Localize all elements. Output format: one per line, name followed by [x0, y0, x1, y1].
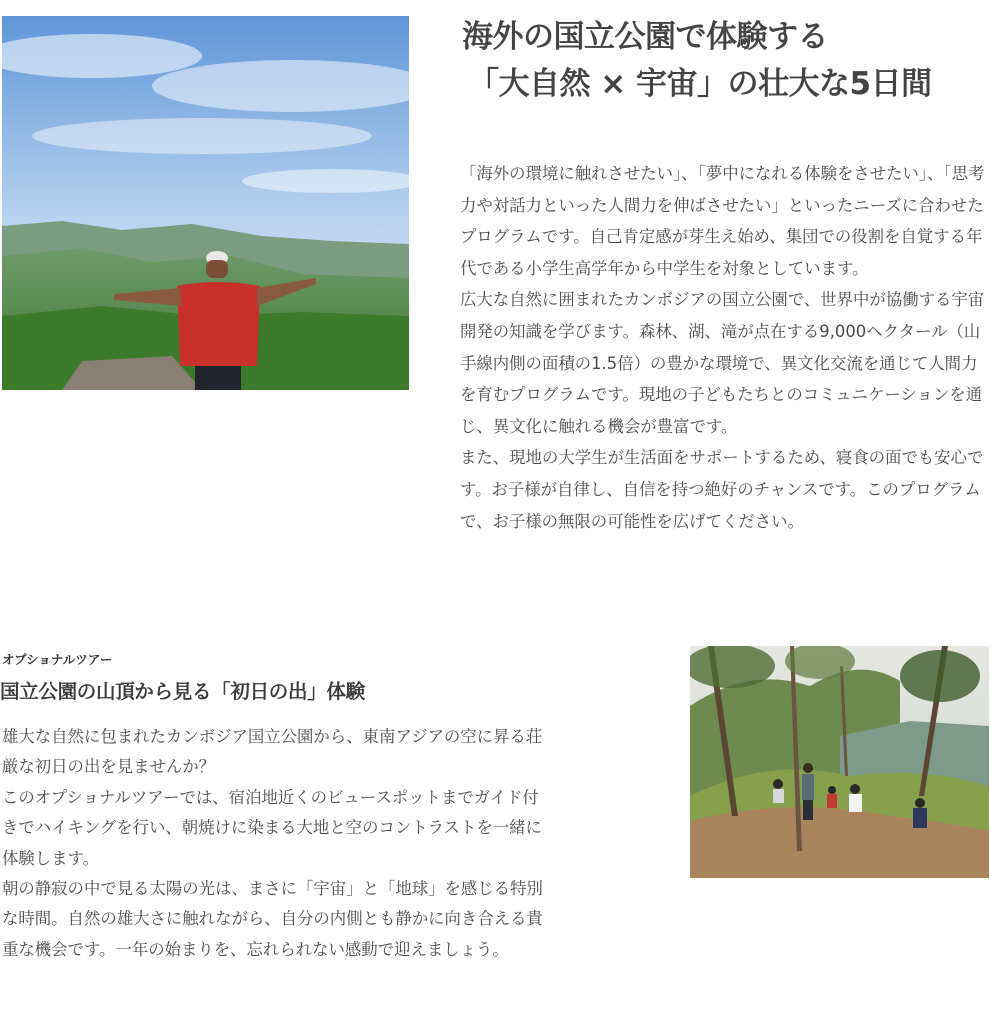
intro-paragraph-3: また、現地の大学生が生活面をサポートするため、寝食の面でも安心です。お子様が自律し、自信を持つ絶好のチャンスです。このプログラムで、お子様の無限の可能性を広げてください。 — [460, 448, 984, 531]
tour-paragraph-3: 朝の静寂の中で見る太陽の光は、まさに「宇宙」と「地球」を感じる特別な時間。自然の雄大さに触れながら、自分の内側とも静かに向き合える貴重な機会です。一年の始まりを、忘れられない感動で迎えましょう。 — [2, 879, 543, 959]
main-headline — [462, 14, 987, 108]
tour-photo-illustration — [690, 646, 989, 878]
optional-tour-description — [2, 722, 554, 965]
tour-photo-forest-hike — [690, 646, 989, 878]
headline-line-1: 海外の国立公園で体験する — [462, 19, 828, 55]
tour-paragraph-2: このオプショナルツアーでは、宿泊地近くのビュースポットまでガイド付きでハイキングを行い、朝焼けに染まる大地と空のコントラストを一緒に体験します。 — [2, 787, 542, 868]
headline-line-2: 「大自然 × 宇宙」の壮大な5日間 — [468, 66, 932, 102]
hero-photo-illustration — [2, 16, 409, 390]
optional-tour-eyebrow: オプショナルツアー — [2, 652, 113, 667]
tour-paragraph-1: 雄大な自然に包まれたカンボジア国立公園から、東南アジアの空に昇る荘厳な初日の出を見ませんか？ — [2, 727, 543, 777]
intro-paragraph-1: 「海外の環境に触れさせたい」、「夢中になれる体験をさせたい」、「思考力や対話力といった人間力を伸ばさせたい」といったニーズに合わせたプログラムです。自己肯定感が芽生え始め、集団での役割を自覚する年代である小学生高学年から中学生を対象としています。 — [460, 164, 985, 278]
intro-paragraph-2: 広大な自然に囲まれたカンボジアの国立公園で、世界中が協働する宇宙開発の知識を学びます。森林、湖、滝が点在する9,000ヘクタール（山手線内側の面積の1.5倍）の豊かな環境で、異文化交流を通じて人間力を育むプログラムです。現地の子どもたちとのコミュニケーションを通じ、異文化に触れる機会が豊富です。 — [460, 290, 985, 436]
program-description — [460, 158, 988, 537]
hero-photo-mountain-summit — [2, 16, 409, 390]
optional-tour-title: 国立公園の山頂から見る「初日の出」体験 — [0, 680, 365, 703]
